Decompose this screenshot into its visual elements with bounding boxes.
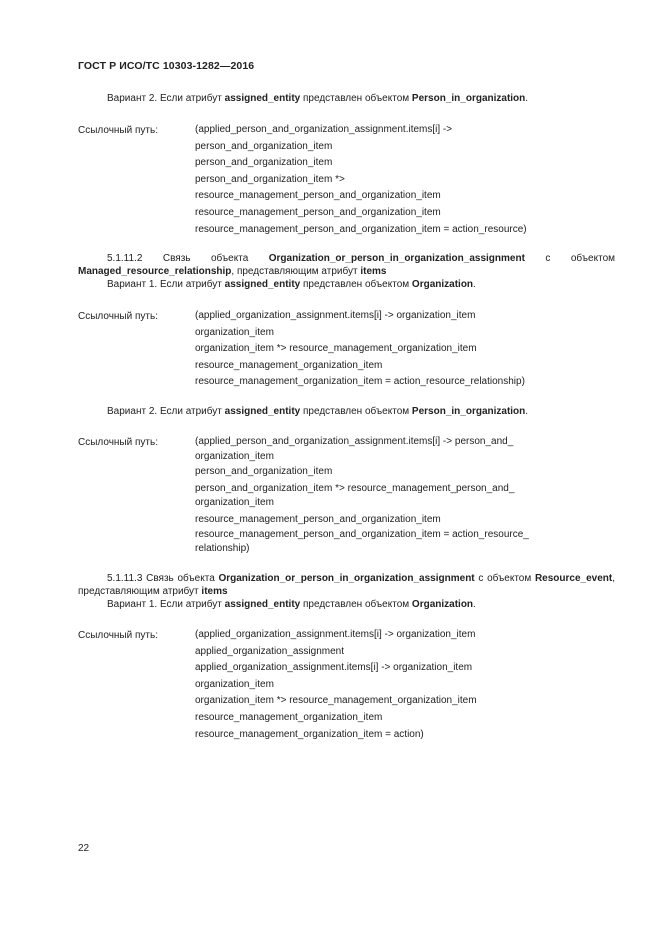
heading-text: с объектом — [474, 573, 535, 584]
reference-path-label: Ссылочный путь: — [78, 311, 158, 322]
path-line: (applied_organization_assignment.items[i] -> organization_item — [195, 629, 476, 640]
heading-text: с объектом — [524, 253, 616, 264]
path-line: organization_item — [195, 678, 274, 690]
entity-name: Organization — [411, 599, 474, 610]
intro-text: . — [525, 93, 529, 104]
attribute-name: items — [360, 266, 387, 277]
attribute-name: assigned_entity — [224, 279, 301, 290]
heading-text: , представляющим атрибут — [78, 573, 615, 597]
path-line: (applied_person_and_organization_assignment.items[i] -> — [195, 124, 453, 135]
reference-path — [195, 627, 477, 743]
entity-name: Organization_or_person_in_organization_assignment — [268, 253, 525, 264]
intro-text: Вариант 1. Если атрибут — [107, 599, 225, 610]
path-line: resource_management_organization_item — [195, 359, 383, 371]
entity-name: Managed_resource_relationship — [78, 266, 232, 277]
path-line: applied_organization_assignment — [195, 645, 344, 657]
reference-path-label: Ссылочный путь: — [78, 125, 158, 136]
intro-text: . — [473, 599, 476, 610]
path-line: organization_item — [195, 326, 274, 338]
attribute-name: assigned_entity — [224, 93, 301, 104]
reference-path — [195, 435, 529, 555]
variant-intro — [107, 598, 476, 611]
heading-text: , представляющим атрибут — [231, 266, 361, 277]
attribute-name: items — [201, 586, 228, 597]
intro-text: Вариант 1. Если атрибут — [107, 279, 225, 290]
path-line: person_and_organization_item *> — [195, 173, 345, 185]
path-line: organization_item *> resource_management_organization_item — [195, 695, 477, 707]
intro-text: представлен объектом — [300, 279, 412, 290]
path-line: (applied_organization_assignment.items[i] -> organization_item — [195, 310, 476, 321]
heading-text: 5.1.11.2 Связь объекта — [107, 253, 269, 264]
intro-text: представлен объектом — [300, 406, 412, 417]
variant-intro — [107, 278, 476, 291]
variant-intro — [107, 405, 528, 418]
section-heading-5-1-11-2 — [78, 252, 615, 278]
page-header: ГОСТ Р ИСО/ТС 10303-1282—2016 — [78, 60, 255, 72]
path-line: relationship) — [195, 542, 250, 554]
intro-text: представлен объектом — [300, 93, 412, 104]
path-line: resource_management_person_and_organization_item — [195, 513, 441, 525]
entity-name: Resource_event — [534, 573, 613, 584]
section-heading-5-1-11-3 — [78, 572, 615, 598]
path-line: resource_management_person_and_organization_item = action_resource_ — [195, 529, 529, 541]
intro-text: представлен объектом — [300, 599, 412, 610]
attribute-name: assigned_entity — [224, 406, 301, 417]
reference-path — [195, 308, 525, 391]
page-number: 22 — [78, 843, 90, 854]
path-line: resource_management_organization_item = action_resource_relationship) — [195, 376, 525, 388]
path-line: organization_item *> resource_management_organization_item — [195, 343, 477, 355]
path-line: person_and_organization_item — [195, 466, 333, 478]
path-line: organization_item — [195, 497, 274, 509]
attribute-name: assigned_entity — [224, 599, 301, 610]
path-line: person_and_organization_item — [195, 140, 333, 152]
path-line: (applied_person_and_organization_assignment.items[i] -> person_and_ — [195, 436, 514, 447]
entity-name: Person_in_organization — [411, 93, 526, 104]
heading-text: 5.1.11.3 Связь объекта — [107, 573, 219, 584]
entity-name: Organization_or_person_in_organization_assignment — [218, 573, 475, 584]
path-line: organization_item — [195, 450, 274, 462]
reference-path — [195, 122, 527, 238]
path-line: person_and_organization_item *> resource_management_person_and_ — [195, 482, 515, 494]
path-line: person_and_organization_item — [195, 157, 333, 169]
variant-intro — [107, 92, 528, 105]
path-line: resource_management_organization_item — [195, 711, 383, 723]
path-line: resource_management_organization_item = action) — [195, 728, 424, 740]
intro-text: . — [525, 406, 529, 417]
intro-text: Вариант 2. Если атрибут — [107, 93, 225, 104]
intro-text: Вариант 2. Если атрибут — [107, 406, 225, 417]
reference-path-label: Ссылочный путь: — [78, 630, 158, 641]
path-line: resource_management_person_and_organization_item — [195, 190, 441, 202]
intro-text: . — [473, 279, 476, 290]
path-line: applied_organization_assignment.items[i] -> organization_item — [195, 662, 473, 674]
entity-name: Person_in_organization — [411, 406, 526, 417]
path-line: resource_management_person_and_organization_item = action_resource) — [195, 223, 527, 235]
entity-name: Organization — [411, 279, 474, 290]
path-line: resource_management_person_and_organization_item — [195, 206, 441, 218]
reference-path-label: Ссылочный путь: — [78, 437, 158, 448]
